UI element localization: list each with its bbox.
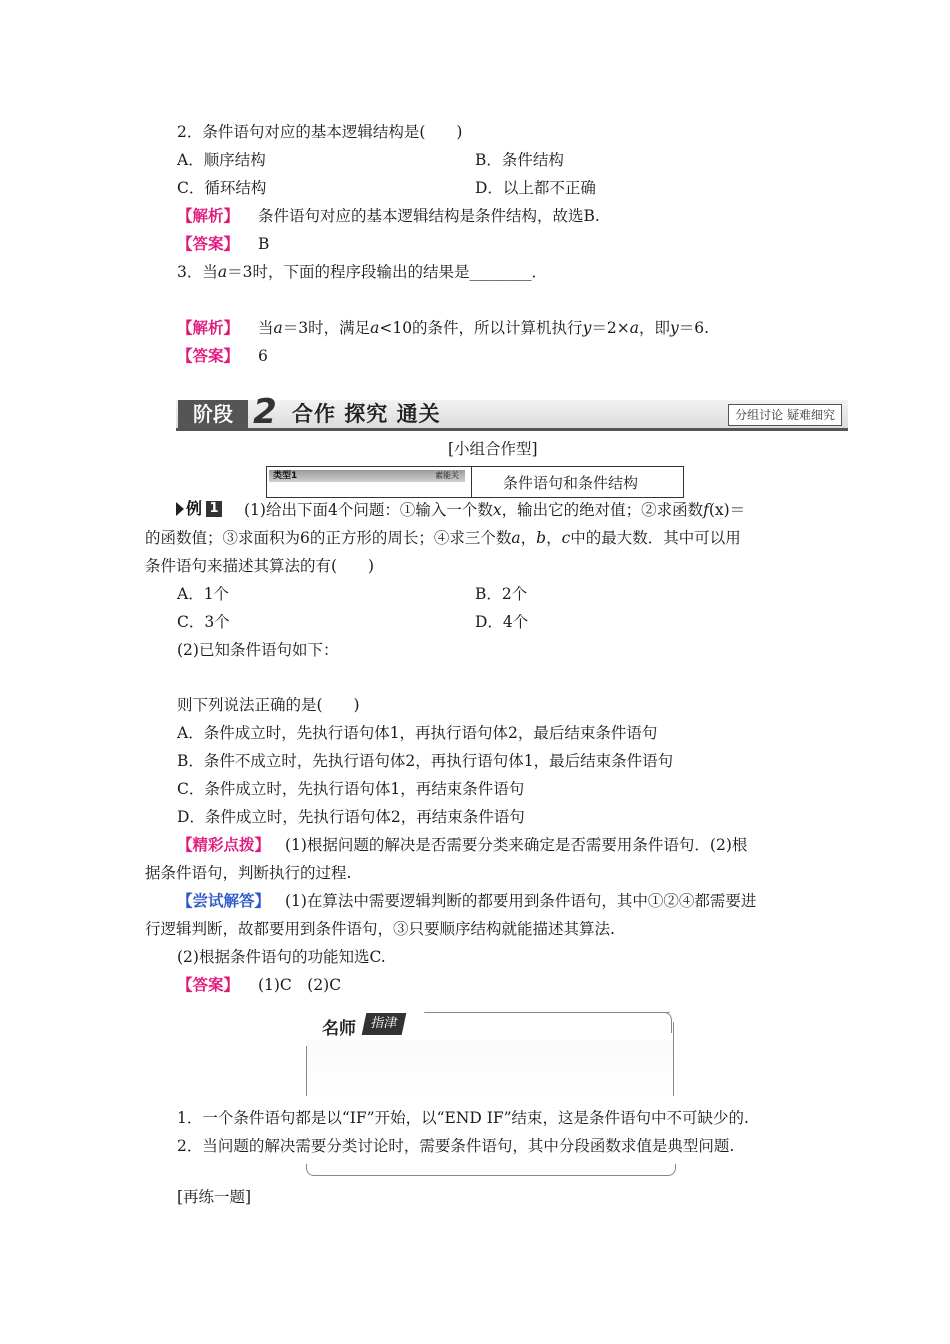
type-text: 条件语句和条件结构 bbox=[503, 474, 639, 492]
teacher-box-header bbox=[306, 1010, 676, 1042]
attempt-tag: 【尝试解答】 bbox=[177, 891, 271, 910]
an-4: ＝2× bbox=[591, 319, 630, 337]
var-a: a bbox=[370, 319, 380, 337]
type-box bbox=[266, 466, 684, 498]
analysis-tag: 【解析】 bbox=[177, 206, 240, 225]
teacher-point-2: 2．当问题的解决需要分类讨论时，需要条件语句，其中分段函数求值是典型问题. bbox=[177, 1137, 735, 1155]
stage-banner bbox=[176, 392, 848, 432]
ex-part-2-option-c: C．条件成立时，先执行语句体1，再结束条件语句 bbox=[177, 780, 525, 798]
ex-part-2-question: 则下列说法正确的是( ) bbox=[177, 696, 360, 714]
example-label: 例 bbox=[186, 499, 203, 518]
type-label: 类型1 bbox=[273, 471, 298, 481]
analysis-tag: 【解析】 bbox=[177, 318, 240, 337]
ex-option-a: A．1个 bbox=[177, 585, 230, 603]
var-b: b bbox=[536, 529, 547, 547]
ex-option-d: D．4个 bbox=[475, 613, 529, 631]
practice-heading: [再练一题] bbox=[177, 1188, 252, 1206]
ex-l1-mid: ，输出它的绝对值；②求函数 bbox=[501, 501, 704, 519]
example-line-1 bbox=[244, 500, 745, 520]
ex-l1-post: (x)＝ bbox=[708, 501, 746, 519]
analysis-text: 条件语句对应的基本逻辑结构是条件结构，故选B. bbox=[257, 207, 600, 225]
teacher-label-2: 指津 bbox=[362, 1013, 407, 1035]
banner-number: 2 bbox=[253, 392, 277, 432]
attempt-line-3: (2)根据条件语句的功能知选C. bbox=[177, 948, 386, 966]
example-line-3: 条件语句来描述其算法的有( ) bbox=[145, 557, 375, 575]
q2-option-b: B．条件结构 bbox=[475, 151, 564, 169]
attempt-line-1 bbox=[177, 891, 756, 911]
ex-l2-post: 中的最大数．其中可以用 bbox=[570, 529, 741, 547]
banner-stage: 阶段 bbox=[178, 400, 248, 428]
var-a: a bbox=[273, 319, 283, 337]
var-c: c bbox=[561, 529, 571, 547]
group-type-heading: [小组合作型] bbox=[448, 440, 538, 458]
ex-part-2-option-d: D．条件成立时，先执行语句体2，再结束条件语句 bbox=[177, 808, 525, 826]
attempt-text-1: (1)在算法中需要逻辑判断的都要用到条件语句，其中①②④都需要进 bbox=[284, 892, 757, 910]
example-tag bbox=[176, 499, 224, 519]
q2-option-a: A．顺序结构 bbox=[177, 151, 266, 169]
var-a: a bbox=[629, 319, 639, 337]
var-y: y bbox=[669, 319, 679, 337]
arrow-icon bbox=[176, 502, 184, 516]
teacher-box-top-line bbox=[424, 1012, 670, 1013]
q2-answer bbox=[177, 234, 269, 254]
teacher-box-shade bbox=[306, 1040, 674, 1100]
answer-text: B bbox=[257, 235, 270, 253]
type-divider bbox=[471, 467, 472, 497]
q2-analysis bbox=[177, 206, 600, 226]
type-tag: 素能关 bbox=[435, 471, 459, 480]
q2-option-d: D．以上都不正确 bbox=[475, 179, 596, 197]
var-a: a bbox=[217, 263, 228, 281]
tips-line-1 bbox=[177, 835, 747, 855]
ex-part-2-option-b: B．条件不成立时，先执行语句体2，再执行语句体1，最后结束条件语句 bbox=[177, 752, 674, 770]
an-6: ＝6. bbox=[678, 319, 710, 337]
answer-text: 6 bbox=[257, 347, 268, 365]
example-number: 1 bbox=[206, 501, 222, 517]
example-line-2: 的函数值；③求面积为6的正方形的周长；④求三个数a，b，c中的最大数．其中可以用 bbox=[145, 529, 741, 547]
var-f: f bbox=[703, 501, 709, 519]
an-1: 当 bbox=[257, 319, 274, 337]
q3-analysis bbox=[177, 318, 709, 338]
teacher-box-left-edge bbox=[306, 1046, 307, 1096]
ex-l1-pre: (1)给出下面4个问题：①输入一个数 bbox=[244, 501, 493, 519]
teacher-box-bottom bbox=[306, 1164, 676, 1176]
an-2: ＝3时，满足 bbox=[282, 319, 371, 337]
teacher-box-corner bbox=[661, 1012, 672, 1033]
var-y: y bbox=[582, 319, 592, 337]
final-answer bbox=[177, 975, 341, 995]
ex-part-2-option-a: A．条件成立时，先执行语句体1，再执行语句体2，最后结束条件语句 bbox=[177, 724, 658, 742]
teacher-point-1: 1．一个条件语句都是以“IF”开始，以“END IF”结束，这是条件语句中不可缺少的. bbox=[177, 1109, 749, 1127]
teacher-box-right-edge bbox=[673, 1022, 674, 1096]
q3-answer bbox=[177, 346, 268, 366]
var-a: a bbox=[511, 529, 521, 547]
tips-tag: 【精彩点拨】 bbox=[177, 835, 271, 854]
an-3: <10的条件，所以计算机执行 bbox=[379, 319, 583, 337]
q3-stem-post: ＝3时，下面的程序段输出的结果是________． bbox=[227, 263, 547, 281]
ex-l2-pre: 的函数值；③求面积为6的正方形的周长；④求三个数 bbox=[145, 529, 512, 547]
q2-stem: 2．条件语句对应的基本逻辑结构是( ) bbox=[177, 123, 463, 141]
teacher-label: 名师 bbox=[322, 1019, 356, 1039]
ex-option-c: C．3个 bbox=[177, 613, 230, 631]
banner-title: 合作 探究 通关 bbox=[292, 402, 441, 426]
q3-stem bbox=[177, 262, 547, 282]
an-5: ，即 bbox=[638, 319, 670, 337]
q2-option-c: C．循环结构 bbox=[177, 179, 267, 197]
ex-part-2: (2)已知条件语句如下： bbox=[177, 641, 339, 659]
q3-stem-pre: 3．当 bbox=[177, 263, 218, 281]
tips-line-2: 据条件语句，判断执行的过程. bbox=[145, 864, 352, 882]
banner-subtitle: 分组讨论 疑难细究 bbox=[728, 404, 842, 426]
ex-option-b: B．2个 bbox=[475, 585, 528, 603]
answer-tag: 【答案】 bbox=[177, 346, 240, 365]
tips-text-1: (1)根据问题的解决是否需要分类来确定是否需要用条件语句．(2)根 bbox=[284, 836, 748, 854]
answer-tag: 【答案】 bbox=[177, 234, 240, 253]
final-answer-text: (1)C (2)C bbox=[257, 976, 342, 994]
attempt-line-2: 行逻辑判断，故都要用到条件语句，③只要顺序结构就能描述其算法. bbox=[145, 920, 615, 938]
var-x: x bbox=[492, 501, 502, 519]
answer-tag: 【答案】 bbox=[177, 975, 240, 994]
